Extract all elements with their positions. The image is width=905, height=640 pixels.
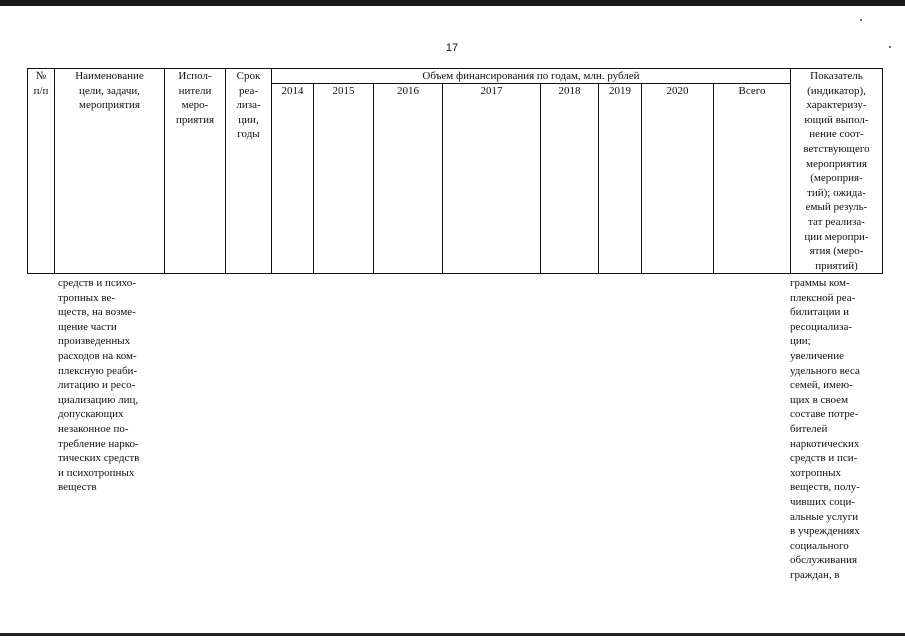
header-term: Срок реа- лиза- ции, годы — [236, 70, 261, 141]
header-num: № п/п — [33, 70, 49, 97]
header-year-2019: 2019 — [609, 85, 631, 97]
header-year-2015: 2015 — [332, 85, 355, 97]
continuation-indicator-text: граммы ком- плексной реа- билитации и ресоциализа- ции; увеличение удельного веса семей, имею- щих в своем составе потре- бителей наркотических средств и пси- хотропных веществ, полу- чивших соци- альные услуги в учреждениях социального обслуживания граждан, в — [790, 277, 860, 581]
header-name: Наименование цели, задачи, мероприятия — [75, 70, 144, 112]
page-number: 17 — [445, 42, 459, 54]
header-year-2014: 2014 — [281, 85, 304, 97]
header-funding-group: Объем финансирования по годам, млн. рублей — [422, 70, 640, 82]
continuation-name-text: средств и психо- тропных ве- ществ, на возме- щение части произведенных расходов на ком- плексную реаби- литацию и ресо- циализацию лиц, допускающих незаконное по- требление нарко- тических средств и психотропных веществ — [58, 277, 140, 494]
scan-border-bottom — [0, 633, 905, 636]
header-indicator: Показатель (индикатор), характеризу- ющий выпол- нение соот- ветствующего мероприятия (мероприя- тий); ожида- емый резуль- тат реализа- ции меропри- ятия (меро- приятий) — [803, 70, 870, 272]
header-year-2017: 2017 — [480, 85, 503, 97]
header-year-2016: 2016 — [397, 85, 419, 97]
header-year-2020: 2020 — [666, 85, 689, 97]
header-total: Всего — [738, 85, 766, 97]
header-year-2018: 2018 — [558, 85, 581, 97]
header-executors: Испол- нители меро- приятия — [175, 70, 215, 126]
